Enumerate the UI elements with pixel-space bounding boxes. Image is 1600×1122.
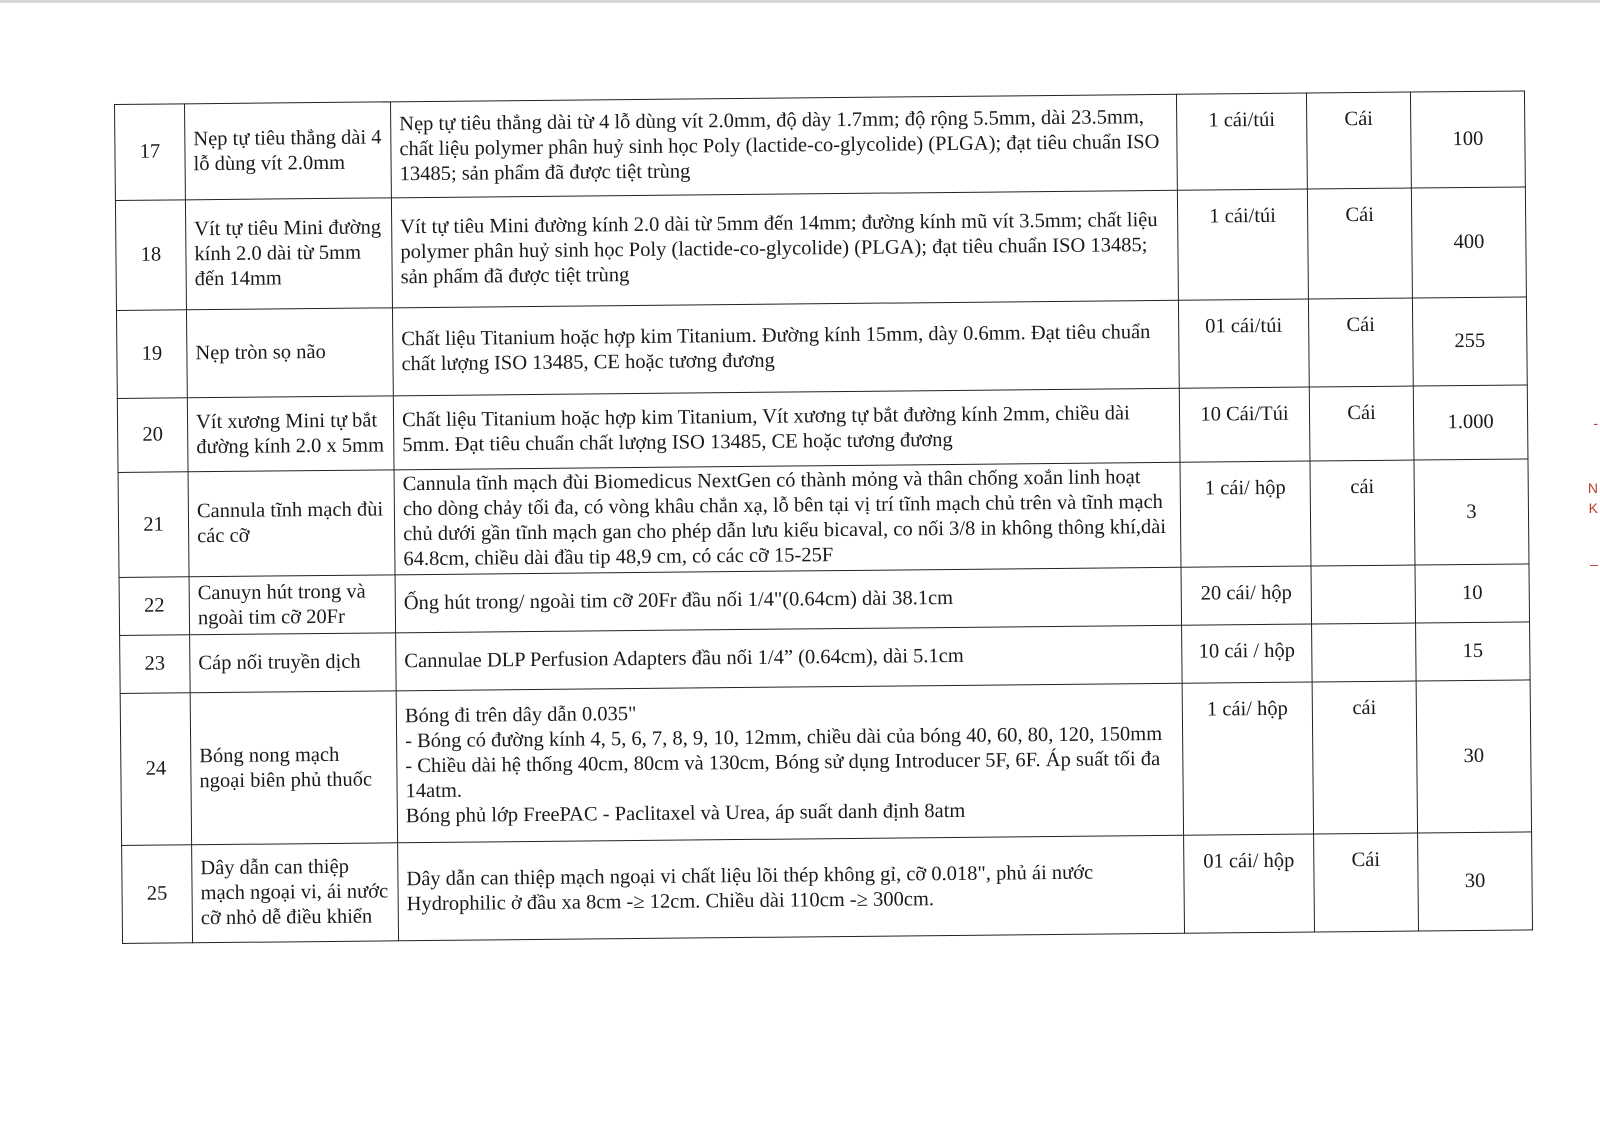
description-line: Cannulae DLP Perfusion Adapters đầu nối 1/4” (0.64cm), dài 5.1cm [404,644,964,673]
quantity: 3 [1414,459,1529,565]
packaging: 01 cái/ hộp [1184,834,1315,933]
item-name: Vít tự tiêu Mini đường kính 2.0 dài từ 5mm đến 14mm [185,198,392,310]
description-line: Nẹp tự tiêu thẳng dài từ 4 lỗ dùng vít 2.0mm, độ dày 1.7mm; độ rộng 5.5mm, dài 23.5mm, chất liệu polymer phân huỷ sinh học Poly (lactide-co-glycolide) (PLGA); đạt tiêu chuẩn ISO 13485; sản phẩm đã được tiệt trùng [399,106,1165,186]
item-name: Nẹp tự tiêu thẳng dài 4 lỗ dùng vít 2.0mm [185,102,392,200]
row-number: 24 [120,693,191,846]
row-number: 25 [122,845,193,944]
quantity: 255 [1412,297,1527,386]
item-name: Cáp nối truyền dịch [190,633,397,693]
item-name: Dây dẫn can thiệp mạch ngoại vi, ái nước cỡ nhỏ dễ điều khiển [192,843,399,943]
item-description [396,683,1183,843]
unit: Cái [1307,188,1412,299]
item-description [394,462,1181,575]
scan-top-edge [0,0,1600,3]
description-line: Bóng đi trên dây dẫn 0.035" [404,703,637,728]
table-row [120,680,1531,846]
description-line: Bóng phủ lớp FreePAC - Paclitaxel và Urea, áp suất danh định 8atm [405,799,966,828]
quantity: 100 [1410,91,1525,188]
table-container [114,90,1532,943]
row-number: 21 [118,472,189,578]
row-number: 20 [117,398,188,473]
item-description [390,94,1177,198]
supply-table [114,90,1533,944]
stamp-edge-marks: - N K _ [1587,415,1598,566]
description-line: Cannula tĩnh mạch đùi Biomedicus NextGen có thành mỏng và thân chống xoắn linh hoạt cho dòng chảy tối đa, có vòng khâu chắn xạ, lỗ bên tại vị trí tĩnh mạch chủ trên và tĩnh mạch chủ dưới gần tĩnh mạch gan cho phép dẫn lưu kiểu bicaval, co nối 3/8 in không thông khí,dài 64.8cm, chiều dài đầu tip 48,9 cm, có các cỡ 15-25F [402,466,1172,571]
description-line: Chất liệu Titanium hoặc hợp kim Titanium, Vít xương tự bắt đường kính 2mm, chiều dài 5mm. Đạt tiêu chuẩn chất lượng ISO 13485, CE hoặc tương đương [401,401,1135,456]
description-line: - Bóng có đường kính 4, 5, 6, 7, 8, 9, 10, 12mm, chiều dài của bóng 40, 60, 80, 120, 150mm [405,722,1163,753]
quantity: 30 [1418,832,1533,931]
unit: Cái [1309,386,1414,461]
item-name: Nẹp tròn sọ não [186,308,393,398]
unit: Cái [1314,833,1419,932]
item-description [392,300,1179,396]
quantity: 10 [1415,564,1530,623]
table-body [115,91,1533,943]
description-line: - Chiều dài hệ thống 40cm, 80cm và 130cm, Bóng sử dụng Introducer 5F, 6F. Áp suất tối đa 14atm. [405,747,1166,803]
table-row [118,459,1529,578]
item-name: Vít xương Mini tự bắt đường kính 2.0 x 5mm [187,396,394,472]
quantity: 400 [1411,187,1526,298]
table-row [115,187,1526,311]
packaging: 10 Cái/Túi [1179,387,1310,462]
description-line: Ống hút trong/ ngoài tim cỡ 20Fr đầu nối 1/4"(0.64cm) dài 38.1cm [403,586,954,615]
description-line: Vít tự tiêu Mini đường kính 2.0 dài từ 5mm đến 14mm; đường kính mũ vít 3.5mm; chất liệu polymer phân huỷ sinh học Poly (lactide-co-glycolide) (PLGA); đạt tiêu chuẩn ISO 13485; sản phẩm đã được tiệt trùng [400,208,1163,289]
unit: Cái [1308,298,1413,387]
packaging: 10 cái / hộp [1182,624,1313,683]
row-number: 22 [119,577,190,636]
row-number: 18 [115,200,186,311]
packaging: 1 cái/ hộp [1180,461,1311,567]
table-row [117,385,1528,473]
table-row [115,91,1526,201]
table-row [122,832,1533,944]
item-name: Cannula tĩnh mạch đùi các cỡ [188,470,395,577]
description-line: Dây dẫn can thiệp mạch ngoại vi chất liệu lõi thép không gỉ, cỡ 0.018", phủ ái nước Hydrophilic ở đầu xa 8cm -≥ 12cm. Chiều dài 110cm -≥ 300cm. [406,861,1099,915]
description-line: Chất liệu Titanium hoặc hợp kim Titanium. Đường kính 15mm, dày 0.6mm. Đạt tiêu chuẩn chất lượng ISO 13485, CE hoặc tương đương [401,320,1156,375]
item-description [398,835,1185,941]
row-number: 23 [120,635,191,694]
item-description [395,567,1182,633]
item-name: Canuyn hút trong và ngoài tim cỡ 20Fr [189,575,396,635]
item-description [393,388,1180,470]
row-number: 19 [116,310,187,399]
packaging: 1 cái/túi [1177,189,1308,300]
unit: cái [1312,681,1417,834]
packaging: 1 cái/túi [1176,93,1307,190]
item-description [396,625,1183,691]
quantity: 15 [1416,622,1531,681]
packaging: 01 cái/túi [1178,299,1309,388]
row-number: 17 [115,104,186,201]
item-name: Bóng nong mạch ngoại biên phủ thuốc [190,691,397,845]
packaging: 1 cái/ hộp [1182,682,1313,835]
table-row [116,297,1527,399]
unit: cái [1310,460,1415,566]
item-description [391,190,1178,308]
unit: Cái [1306,92,1411,189]
quantity: 30 [1416,680,1531,833]
unit [1311,565,1416,624]
unit [1312,623,1417,682]
packaging: 20 cái/ hộp [1181,566,1312,625]
quantity: 1.000 [1413,385,1528,460]
